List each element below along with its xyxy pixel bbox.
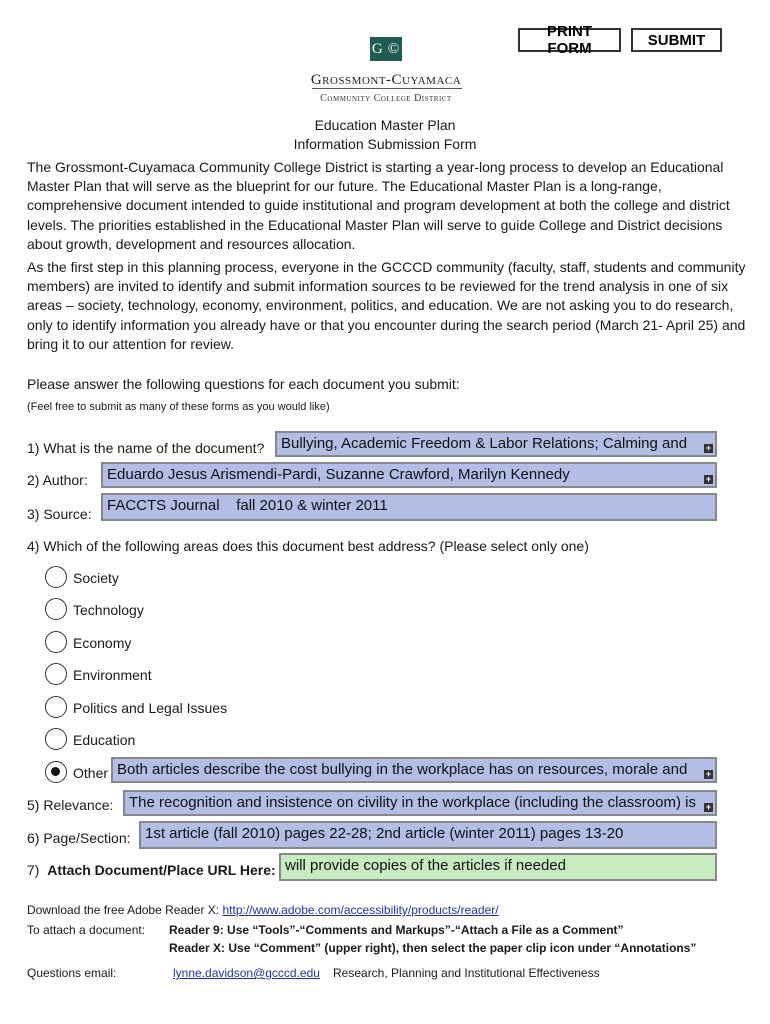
other-value: Both articles describe the cost bullying in the workplace has on resources, morale and	[117, 761, 688, 778]
college-logo	[370, 37, 402, 61]
option-education-label: Education	[73, 732, 136, 748]
option-society-label: Society	[73, 570, 119, 586]
page-section-field[interactable]	[139, 821, 717, 849]
intro-paragraph-2: As the first step in this planning process, everyone in the GCCCD community (faculty, staff, students and community members) are invited to identify and submit information sources to be reviewed for the trend analysis in one of six areas – society, technology, economy, environment, politics, and education. We are not asking you to do research, only to identify information you already have or that you encounter during the search period (March 21- April 25) and bring it to our attention for review.	[27, 259, 746, 352]
intro-paragraph-1: The Grossmont-Cuyamaca Community College District is starting a year-long process to develop an Educational Master Plan that will serve as the blueprint for our future. The Educational Master Plan is a long-range, comprehensive document intended to guide institutional and program development at both the college and district levels. The priorities established in the Educational Master Plan will serve to guide College and District decisions about growth, development and resources allocation.	[27, 159, 730, 252]
option-technology-label: Technology	[73, 602, 144, 618]
page-subtitle: Information Submission Form	[293, 136, 477, 152]
logo-subname: Community College District	[320, 93, 452, 104]
radio-education[interactable]	[45, 728, 67, 750]
radio-politics[interactable]	[45, 696, 67, 718]
q1-label: 1) What is the name of the document?	[27, 440, 265, 456]
expand-icon[interactable]: +	[705, 769, 712, 779]
logo-name: Grossmont-Cuyamaca	[310, 72, 462, 88]
radio-environment[interactable]	[45, 663, 67, 685]
radio-other[interactable]	[45, 761, 67, 783]
document-name-value: Bullying, Academic Freedom & Labor Relations; Calming and	[281, 435, 688, 452]
option-economy-label: Economy	[73, 635, 132, 651]
attach-instructions-reader9: Reader 9: Use “Tools”-“Comments and Markups”-“Attach a File as a Comment”	[169, 923, 624, 937]
radio-economy[interactable]	[45, 631, 67, 653]
attach-url-value: will provide copies of the articles if needed	[285, 857, 566, 874]
download-text: Download the free Adobe Reader X:	[27, 903, 220, 917]
expand-icon[interactable]: +	[705, 443, 712, 453]
logo-mark: G ©	[371, 40, 401, 57]
download-line	[27, 903, 499, 917]
expand-icon[interactable]: +	[705, 474, 712, 484]
option-politics-label: Politics and Legal Issues	[73, 700, 228, 716]
logo-divider	[312, 88, 462, 89]
radio-technology[interactable]	[45, 598, 67, 620]
page-title: Education Master Plan	[314, 117, 456, 133]
instructions-note: (Feel free to submit as many of these forms as you would like)	[27, 401, 330, 413]
attach-url-field[interactable]	[279, 853, 717, 881]
q7-label	[27, 862, 276, 878]
q6-label: 6) Page/Section:	[27, 830, 131, 846]
relevance-value: The recognition and insistence on civility in the workplace (including the classroom) is	[129, 794, 696, 811]
option-other-label: Other	[73, 765, 109, 781]
page-section-value: 1st article (fall 2010) pages 22-28; 2nd article (winter 2011) pages 13-20	[145, 825, 624, 842]
expand-icon[interactable]: +	[705, 802, 712, 812]
adobe-reader-link[interactable]: http://www.adobe.com/accessibility/products/reader/	[222, 903, 499, 917]
department-name: Research, Planning and Institutional Effectiveness	[333, 966, 600, 980]
q3-label: 3) Source:	[27, 506, 92, 522]
author-value: Eduardo Jesus Arismendi-Pardi, Suzanne Crawford, Marilyn Kennedy	[107, 466, 570, 483]
attach-label: To attach a document:	[27, 923, 146, 937]
other-field[interactable]	[111, 757, 717, 783]
q7-label-text: Attach Document/Place URL Here:	[47, 862, 276, 878]
source-field[interactable]	[101, 493, 717, 521]
author-field[interactable]	[101, 462, 717, 488]
option-environment-label: Environment	[73, 667, 152, 683]
radio-society[interactable]	[45, 566, 67, 588]
relevance-field[interactable]	[123, 790, 717, 816]
print-form-button[interactable]: PRINT FORM	[518, 28, 621, 52]
q7-prefix: 7)	[27, 862, 48, 878]
submit-button[interactable]: SUBMIT	[631, 28, 722, 52]
instructions: Please answer the following questions for each document you submit:	[27, 376, 460, 392]
questions-email-label: Questions email:	[27, 966, 117, 980]
q4-label: 4) Which of the following areas does this document best address? (Please select only one)	[27, 538, 589, 554]
q5-label: 5) Relevance:	[27, 797, 114, 813]
q2-label: 2) Author:	[27, 472, 88, 488]
document-name-field[interactable]	[275, 431, 717, 457]
email-link[interactable]: lynne.davidson@gcccd.edu	[173, 966, 320, 980]
source-value: FACCTS Journal fall 2010 & winter 2011	[107, 497, 388, 514]
attach-instructions-readerx: Reader X: Use “Comment” (upper right), then select the paper clip icon under “Annotations”	[169, 941, 697, 955]
